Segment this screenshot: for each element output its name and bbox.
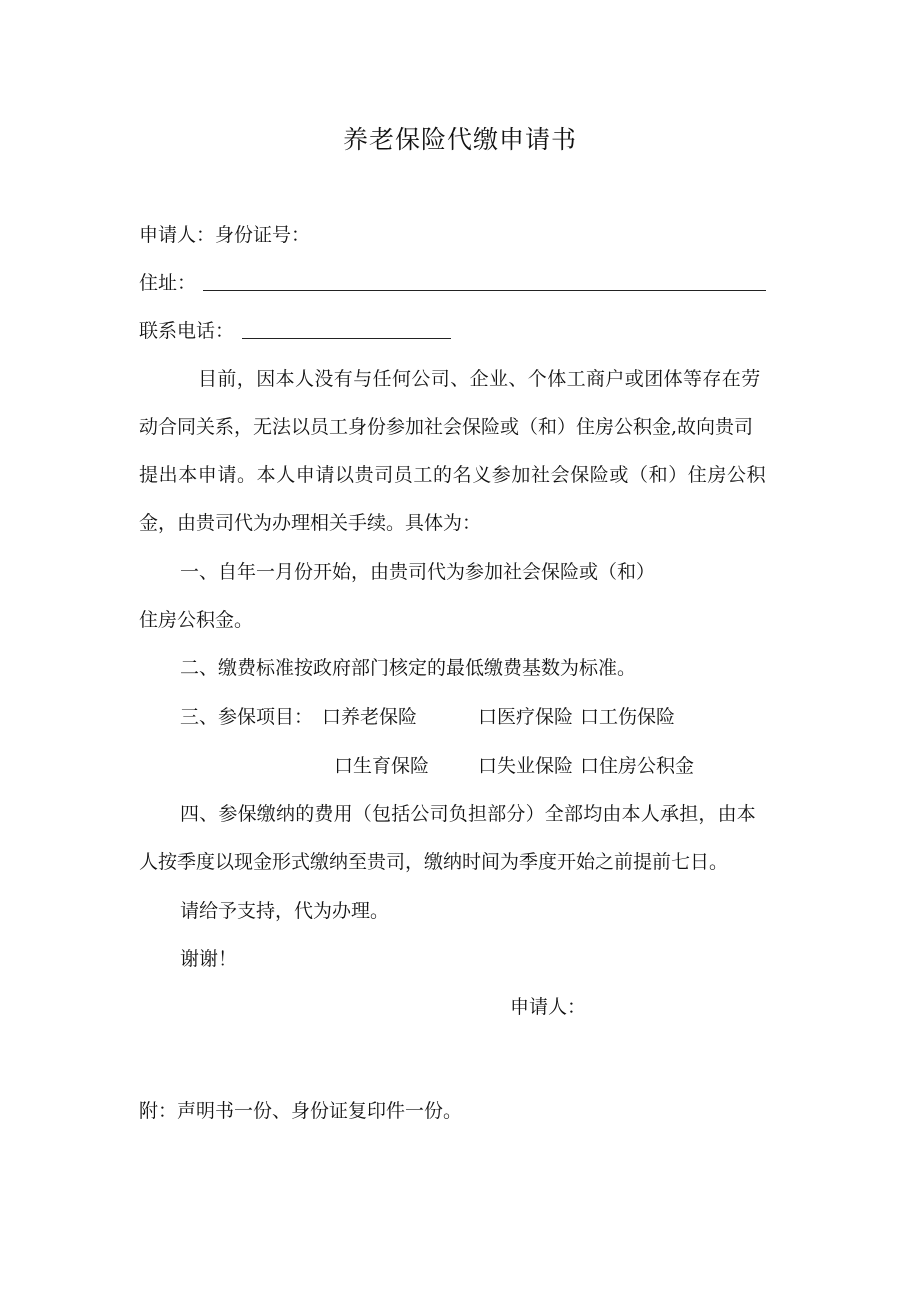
body-line-4: 金，由贵司代为办理相关手续。具体为： xyxy=(139,512,482,534)
thanks-line: 谢谢！ xyxy=(180,948,238,970)
address-blank-underline xyxy=(203,290,766,291)
document-title: 养老保险代缴申请书 xyxy=(342,125,577,154)
body-line-1: 目前，因本人没有与任何公司、企业、个体工商户或团体等存在劳 xyxy=(198,368,761,390)
checkbox-unemployment-insurance: 口失业保险 xyxy=(478,755,574,777)
checkbox-medical-insurance: 口医疗保险 xyxy=(478,706,574,728)
checkbox-housing-fund: 口住房公积金 xyxy=(580,755,695,777)
body-line-3: 提出本申请。本人申请以贵司员工的名义参加社会保险或（和）住房公积 xyxy=(139,464,767,486)
item-4-line-2: 人按季度以现金形式缴纳至贵司，缴纳时间为季度开始之前提前七日。 xyxy=(139,851,729,873)
item-4-line-1: 四、参保缴纳的费用（包括公司负担部分）全部均由本人承担，由本 xyxy=(180,803,757,825)
item-2: 二、缴费标准按政府部门核定的最低缴费基数为标准。 xyxy=(180,657,637,679)
phone-blank-underline xyxy=(242,338,451,339)
item-1-line-1: 一、自年一月份开始，由贵司代为参加社会保险或（和） xyxy=(180,561,656,583)
checkbox-maternity-insurance: 口生育保险 xyxy=(334,755,430,777)
item-3-label: 三、参保项目： xyxy=(180,706,314,728)
address-label: 住址： xyxy=(139,272,197,294)
attachment-line: 附：声明书一份、身份证复印件一份。 xyxy=(139,1100,463,1122)
applicant-id-line: 申请人：身份证号： xyxy=(139,224,311,246)
checkbox-work-injury-insurance: 口工伤保险 xyxy=(580,706,676,728)
phone-label: 联系电话： xyxy=(139,320,235,342)
checkbox-pension-insurance: 口养老保险 xyxy=(322,706,418,728)
item-1-line-2: 住房公积金。 xyxy=(139,609,254,631)
request-line: 请给予支持，代为办理。 xyxy=(180,900,390,922)
body-line-2: 动合同关系，无法以员工身份参加社会保险或（和）住房公积金,故向贵司 xyxy=(139,416,754,438)
signature-label: 申请人： xyxy=(510,996,587,1018)
